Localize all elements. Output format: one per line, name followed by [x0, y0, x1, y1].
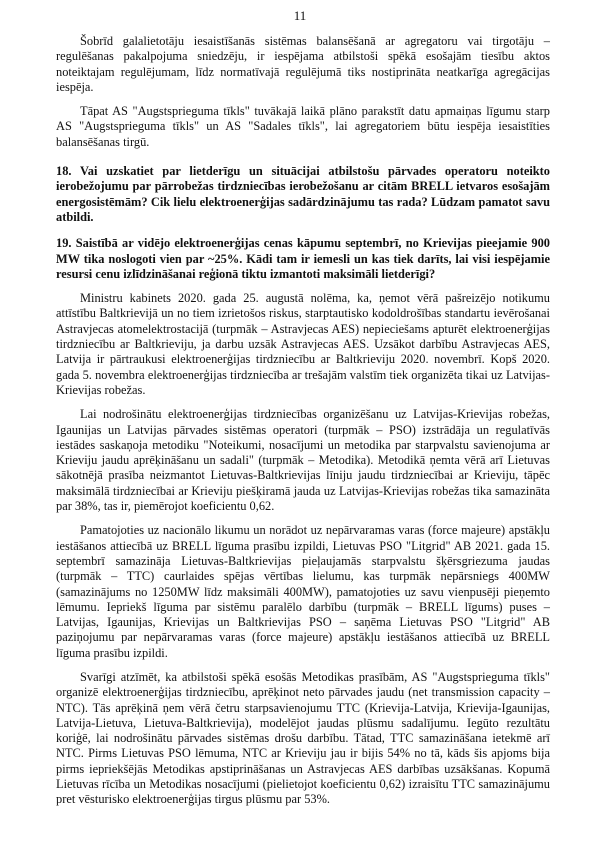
page-number: 11 [293, 8, 307, 23]
paragraph-aggregation: Šobrīd galalietotāju iesaistīšanās sistēmas balansēšanā ar agregatoru vai tirgotāju – regulēšanas pakalpojuma sniedzēju, ir iespējama atbilstoši spēkā esošajām tiesību aktos noteiktajam regulējumam, līdz normatīvajā regulējumā tiks nostiprināta neatkarīga agregācijas iespēja. [56, 34, 550, 94]
page-body [56, 34, 550, 808]
question-18: 18. Vai uzskatiet par lietderīgu un situācijai atbilstošu pārvades operatoru noteikto ierobežojumu par pārrobežas tirdzniecības ierobežošanu ar citām BRELL ietvaros esošajām energosistēmām? Cik lielu elektroenerģijas sadārdzinājumu tas rada? Lūdzam pamatot savu atbildi. [56, 164, 550, 224]
question-19: 19. Saistībā ar vidējo elektroenerģijas cenas kāpumu septembrī, no Krievijas pieejamie 900 MW tika noslogoti vien par ~25%. Kādi tam ir iemesli un kas tiek darīts, lai visi iespējamie resursi cenu izlīdzināšanai reģionā tiktu izmantoti maksimāli lietderīgi? [56, 236, 550, 281]
paragraph-cabinet-decision: Ministru kabinets 2020. gada 25. augustā nolēma, ka, ņemot vērā pašreizējo notikumu attīstību Baltkrievijā un no tiem izrietošos riskus, starptautisko kodoldrošības standartu ievērošanai Astravjecas atomelektrostacijā (turpmāk – Astravjecas AES) nepieciešams apturēt elektroenerģijas tirdzniecību ar Baltkrieviju, ja darbu uzsāk Astravjecas AES. Uzsākot darbību Astravjecas AES, Latvija ir pārtraukusi elektroenerģijas tirdzniecību ar Baltkrieviju 2020. novembrī. Kopš 2020. gada 5. novembra elektroenerģijas tirdzniecība ar trešajām valstīm tiek organizēta tikai uz Latvijas-Krievijas robežas. [56, 291, 550, 397]
paragraph-data-exchange: Tāpat AS "Augstsprieguma tīkls" tuvākajā laikā plāno parakstīt datu apmaiņas līgumu starp AS "Augstsprieguma tīkls" un AS "Sadales tīkls", lai agregatoriem būtu iespēja iesaistīties balansēšanas tirgū. [56, 104, 550, 149]
paragraph-methodology: Lai nodrošinātu elektroenerģijas tirdzniecības organizēšanu uz Latvijas-Krievijas robežas, Igaunijas un Latvijas pārvades sistēmas operatori (turpmāk – PSO) izstrādāja un regulatīvās iestādes saskaņoja metodiku "Noteikumi, nosacījumi un metodika par starpvalstu savienojuma ar Krieviju jaudu aprēķināšanu un sadali" (turpmāk – Metodika). Metodikā ņemta vērā arī Lietuvas sākotnējā prasība neizmantot Lietuvas-Baltkrievijas līniju jaudu tirdzniecībai ar Krieviju, tāpēc maksimālā tirdzniecībai ar Krieviju piešķiramā jauda uz Latvijas-Krievijas robežas tika samazināta par 38%, tas ir, piemērojot koeficientu 0,62. [56, 407, 550, 514]
paragraph-ntc: Svarīgi atzīmēt, ka atbilstoši spēkā esošās Metodikas prasībām, AS "Augstsprieguma tīkls" organizē elektroenerģijas tirdzniecību, aprēķinot neto pārvades jaudu (net transmission capacity – NTC). Tās aprēķinā ņem vērā četru starpsavienojumu TTC (Krievija-Latvija, Krievija-Igaunijas, Latvija-Lietuva, Lietuva-Baltkrievija), modelējot jaudas plūsmu sadalījumu. Iegūto rezultātu koriģē, lai nodrošinātu pārvades sistēmas drošu darbību. Tātad, TTC samazināšana ietekmē arī NTC. Pirms Lietuvas PSO lēmuma, NTC ar Krieviju jau ir bijis 54% no tā, kāds šis apjoms bija pirms iepriekšējās Metodikas apstiprināšanas un Astravjecas AES darbības uzsākšanas. Kopumā Lietuvas rīcība un Metodikas nosacījumi (pielietojot koeficientu 0,62) izraisītu TTC samazinājumu pret vēsturisko elektroenerģijas tirgus plūsmu par 53%. [56, 669, 550, 807]
paragraph-force-majeure: Pamatojoties uz nacionālo likumu un norādot uz nepārvaramas varas (force majeure) apstākļu iestāšanos attiecībā uz BRELL līguma prasību izpildi, Lietuvas PSO "Litgrid" AB 2021. gada 15. septembrī samazināja Lietuvas-Baltkrievijas pieļaujamās starpvalstu šķērsgriezuma jaudas (turpmāk – TTC) caurlaides spējas vērtības lielumu, kas turpmāk nepārsniegs 400MW (samazinājums no 1250MW līdz maksimāli 400MW), pamatojoties uz savu vienpusēji pieņemto lēmumu. Iepriekš līguma par sistēmu paralēlo darbību (turpmāk – BRELL līgums) puses – Latvijas, Igaunijas, Krievijas un Baltkrievijas PSO – saņēma Lietuvas PSO "Litgrid" AB paziņojumu par nepārvaramas varas (force majeure) apstākļu iestāšanos attiecībā uz BRELL līguma prasību izpildi. [56, 523, 550, 660]
